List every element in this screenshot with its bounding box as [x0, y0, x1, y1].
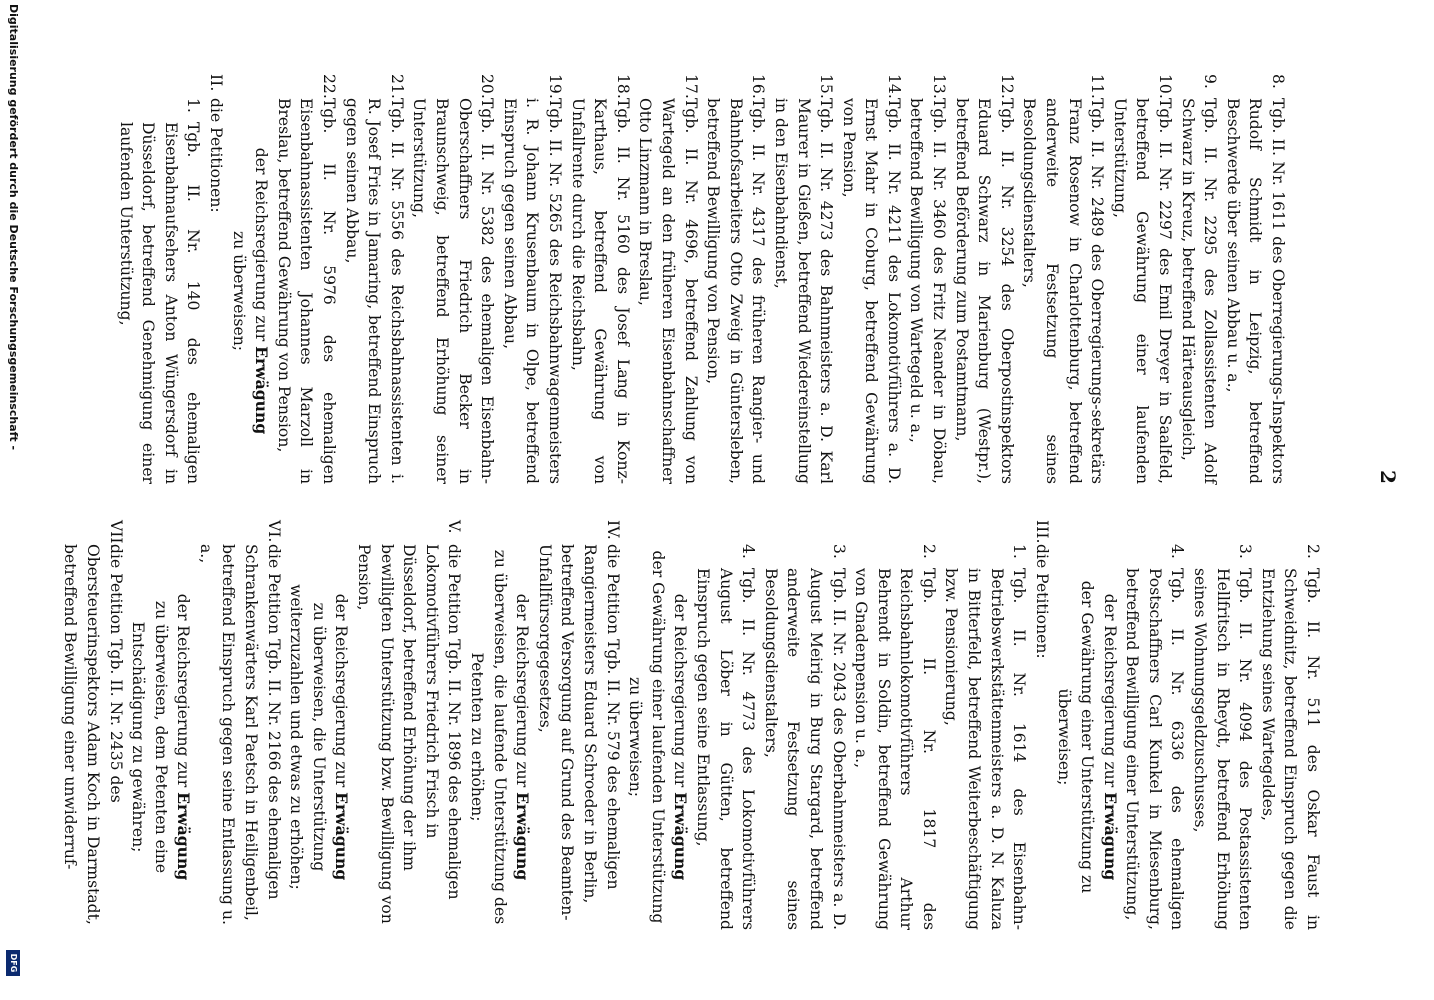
item-text: Tgb. II. Nr. 2043 des Oberbahnmeisters a. D. August Meirig in Burg Stargard, betreffend anderweite Festsetzung seines Besoldungsdienstalters,	[761, 568, 848, 930]
item-number: 11.	[1088, 74, 1107, 99]
list-item	[1176, 74, 1221, 484]
list-item	[114, 98, 204, 484]
petition-list-left	[272, 74, 1289, 484]
list-item	[498, 74, 566, 484]
section-text: die Petition Tgb. II. Nr. 1896 des ehemaligen Lokomotivführers Friedrich Frisch in Düsseldorf, betreffend Erhöhung der ihm bewilligten Unterstützung bzw. Bewilligung von Pension,	[355, 544, 464, 924]
recommendation-emphasis: Erwägung	[174, 792, 194, 881]
item-number: 3.	[829, 544, 848, 559]
section-IV	[533, 520, 623, 930]
section-text: die Petitionen:	[1032, 544, 1051, 659]
item-number: 3.	[1236, 544, 1255, 559]
item-text: Tgb. II. Nr. 2295 des Zollassistenten Adolf Schwarz in Kreuz, betreffend Härteausgleich,	[1178, 98, 1220, 484]
recommendation-text: der Reichsregierung zur	[513, 593, 532, 788]
item-number: 8.	[1269, 74, 1287, 89]
item-number: 4.	[1168, 544, 1187, 559]
recommendation-text: der Reichsregierung zur	[1100, 593, 1119, 788]
item-text: Tgb. II. Nr. 511 des Oskar Faust in Schweidnitz, betreffend Einspruch gegen die Entziehung seines Wartegeldes,	[1258, 568, 1322, 930]
list-item	[702, 74, 770, 484]
section-number: IV.	[603, 520, 622, 540]
section-VII	[59, 520, 127, 930]
item-text: Tgb. II. Nr. 4094 des Postassistenten Hellfritsch in Rheydt, betreffend Erhöhung seines Wohnungsgeldzuschusses,	[1191, 568, 1255, 930]
section-number: VI.	[264, 520, 283, 543]
list-item	[634, 74, 702, 484]
left-column	[114, 74, 1289, 484]
recommendation-tail: zu überweisen, dem Petenten eine Entschädigung zu gewähren;	[129, 600, 170, 874]
section-text: die Petition Tgb. II. Nr. 579 des ehemaligen Rangiermeisters Eduard Schroeder in Berlin, betreffend Versorgung auf Grund des Beamten-Unfallfürsorgegesetzes,	[535, 544, 622, 921]
right-column	[59, 520, 1324, 930]
section-III	[1030, 520, 1053, 930]
item-text: Tgb. II. Nr. 6336 des ehemaligen Postschaffners Carl Kunkel in Miesenburg, betreffend Bewilligung einer Unterstützung,	[1123, 568, 1187, 930]
list-item	[759, 544, 849, 930]
page-number: 2	[1376, 470, 1400, 484]
dfg-footer	[2, 4, 22, 984]
item-text: Tgb. II. Nr. 5976 des ehemaligen Eisenbahnassistenten Johannes Marzoll in Breslau, betreffend Gewährung von Pension,	[274, 98, 339, 484]
recommendation-text: der Reichsregierung zur	[174, 593, 193, 788]
recommendation-emphasis: Erwägung	[332, 792, 352, 881]
petition-list-right-top	[1121, 544, 1324, 930]
item-number: 15.	[817, 74, 836, 99]
item-text: Tgb. II. Nr. 5265 des Reichsbahnwagenmeisters i. R. Johann Krusenbaum in Olpe, betreffend Einspruch gegen seinen Abbau,	[500, 98, 564, 484]
dfg-logo: DFG	[6, 950, 20, 976]
recommendation-text: der Reichsregierung zur	[252, 147, 271, 342]
list-item	[408, 74, 498, 484]
list-item	[940, 544, 1030, 930]
item-number: 2.	[919, 544, 938, 559]
section-VI	[194, 520, 284, 930]
section-text: die Petitionen:	[207, 98, 226, 213]
list-item	[905, 74, 950, 484]
list-item	[837, 74, 905, 484]
item-text: Tgb. II. Nr. 2489 des Oberregierungs-sekretärs Franz Rosenow in Charlottenburg, betreffend anderweite Festsetzung seines Besoldungsdienstalters,	[1020, 98, 1107, 484]
list-item	[340, 74, 408, 484]
item-number: 22.	[320, 74, 339, 99]
section-text: die Petition Tgb. II. Nr. 2435 des Obersteuerinspektors Adam Koch in Darmstadt, betreffend Bewilligung einer unwiderruf-	[61, 544, 125, 925]
item-number: 2.	[1304, 544, 1322, 559]
item-text: Tgb. II. Nr. 4273 des Bahnmeisters a. D. Karl Maurer in Gießen, betreffend Wiedereinstellung in den Eisenbahndienst,	[771, 98, 836, 484]
list-item	[950, 74, 1018, 484]
recommendation	[285, 544, 353, 930]
item-text: Tgb. II. Nr. 4211 des Lokomotivführers a. D. Ernst Mahr in Coburg, betreffend Gewährung von Pension,	[839, 98, 903, 484]
item-text: Tgb. II. Nr. 4773 des Lokomotivführers August Löber in Gütten, betreffend Einspruch gegen seine Entlassung,	[693, 568, 758, 930]
item-text: Tgb. II. Nr. 140 des ehemaligen Eisenbahnaufsehers Anton Wüngersdorf in Düsseldorf, betreffend Genehmigung einer laufenden Unterstützung,	[116, 122, 203, 484]
item-number: 14.	[884, 74, 903, 99]
item-number: 10.	[1156, 74, 1175, 99]
list-item	[1108, 74, 1176, 484]
item-text: Tgb. II. Nr. 3460 des Fritz Neander in Döbau, betreffend Bewilligung von Wartegeld u. a.,	[907, 98, 949, 484]
item-number: 4.	[739, 544, 758, 559]
list-item	[566, 74, 634, 484]
list-item	[272, 74, 340, 484]
list-item	[1188, 544, 1256, 930]
list-item	[691, 544, 759, 930]
list-item	[1221, 74, 1289, 484]
recommendation	[127, 544, 195, 930]
petition-list-III	[691, 544, 1030, 930]
recommendation-text: der Reichsregierung zur	[671, 593, 690, 788]
item-text: Tgb. II. Nr. 2297 des Emil Dreyer in Saalfeld, betreffend Gewährung einer laufenden Unterstützung,	[1110, 98, 1175, 484]
recommendation-tail: zu überweisen;	[229, 230, 248, 351]
list-item	[850, 544, 940, 930]
recommendation-emphasis: Erwägung	[671, 792, 691, 881]
item-number: 21.	[387, 74, 406, 99]
section-text: die Petition Tgb. II. Nr. 2166 des ehemaligen Schrankenwärters Karl Paetsch in Heiligenbeil, betreffend Einspruch gegen seine Entlassung u. a.,	[196, 544, 283, 925]
item-number: 19.	[546, 74, 564, 99]
item-text: Tgb. II. Nr. 1817 des Reichsbahnlokomotivführers Arthur Behrendt in Soldin, betreffend Gewährung von Gnadenpension u. a.,	[852, 568, 938, 930]
list-item	[1121, 544, 1189, 930]
recommendation	[227, 98, 272, 484]
section-number: III.	[1032, 520, 1051, 544]
recommendation-emphasis: Erwägung	[252, 346, 272, 435]
item-number: 9.	[1201, 74, 1220, 89]
item-text: Tgb. II. Nr. 3254 des Oberpostinspektors Eduard Schwarz in Marienburg (Westpr.), betreffend Beförderung zum Postamtmann,	[952, 98, 1016, 484]
section-number: VII.	[106, 520, 125, 549]
item-text: Tgb. II. Nr. 5382 des ehemaligen Eisenbahn-Oberschaffners Friedrich Becker in Braunschweig, betreffend Erhöhung seiner Unterstützung,	[410, 98, 497, 484]
recommendation-tail: zu überweisen, die laufende Unterstützung des Petenten zu erhöhen;	[468, 549, 509, 925]
item-text: Tgb. II. Nr. 5160 des Josef Lang in Konz-Karthaus, betreffend Gewährung von Unfallrente durch die Reichsbahn,	[568, 98, 632, 484]
footer-text: Digitalisierung gefördert durch die Deutsche Forschungsgemeinschaft -	[7, 4, 20, 451]
item-text: Tgb. II. Nr. 1611 des Oberregierungs-Inspektors Rudolf Schmidt in Leipzig, betreffend Beschwerde über seinen Abbau u. a.,	[1223, 98, 1287, 484]
item-number: 1.	[1010, 544, 1029, 559]
item-number: 20.	[478, 74, 497, 99]
section-number: II.	[207, 74, 226, 92]
recommendation	[624, 544, 692, 930]
item-number: 16.	[749, 74, 768, 99]
list-item	[1256, 544, 1324, 930]
item-text: Tgb. II. Nr. 1614 des Eisenbahn-Betriebswerkstättenmeisters a. D. N. Kaluza in Bitterfeld, betreffend Weiterbeschäftigung bzw. Pensionierung,	[942, 568, 1029, 930]
item-number: 13.	[930, 74, 949, 99]
item-number: 18.	[613, 74, 632, 99]
item-text: Tgb. II. Nr. 5556 des Reichsbahnassistenten i. R. Josef Fries in Jamaring, betreffend Einspruch gegen seinen Abbau,	[342, 98, 406, 484]
item-text: Tgb. II. Nr. 4696, betreffend Zahlung von Wartegeld an den früheren Eisenbahnschaffner Otto Linzmann in Breslau,	[636, 98, 700, 484]
recommendation-emphasis: Erwägung	[513, 792, 533, 881]
recommendation-text: der Reichsregierung zur	[332, 593, 351, 788]
list-item	[769, 74, 837, 484]
recommendation-tail: der Gewährung einer laufenden Unterstützung zu überweisen;	[626, 550, 667, 924]
item-text: Tgb. II. Nr. 4317 des früheren Rangier- und Bahnhofsarbeiters Otto Zweig in Güntersleben, betreffend Bewilligung von Pension,	[704, 98, 768, 484]
item-number: 17.	[681, 74, 700, 99]
section-V	[352, 520, 465, 930]
item-number: 1.	[184, 98, 203, 113]
recommendation-tail: der Gewährung einer Unterstützung zu überweisen;	[1055, 580, 1097, 894]
section-number: V.	[445, 520, 464, 534]
recommendation	[1053, 544, 1121, 930]
recommendation-tail: zu überweisen, die Unterstützung weiterzuzahlen und etwas zu erhöhen;	[287, 584, 328, 890]
list-item	[1018, 74, 1108, 484]
recommendation-emphasis: Erwägung	[1100, 792, 1120, 881]
recommendation	[465, 544, 533, 930]
section-II	[205, 74, 228, 484]
item-number: 12.	[997, 74, 1016, 99]
